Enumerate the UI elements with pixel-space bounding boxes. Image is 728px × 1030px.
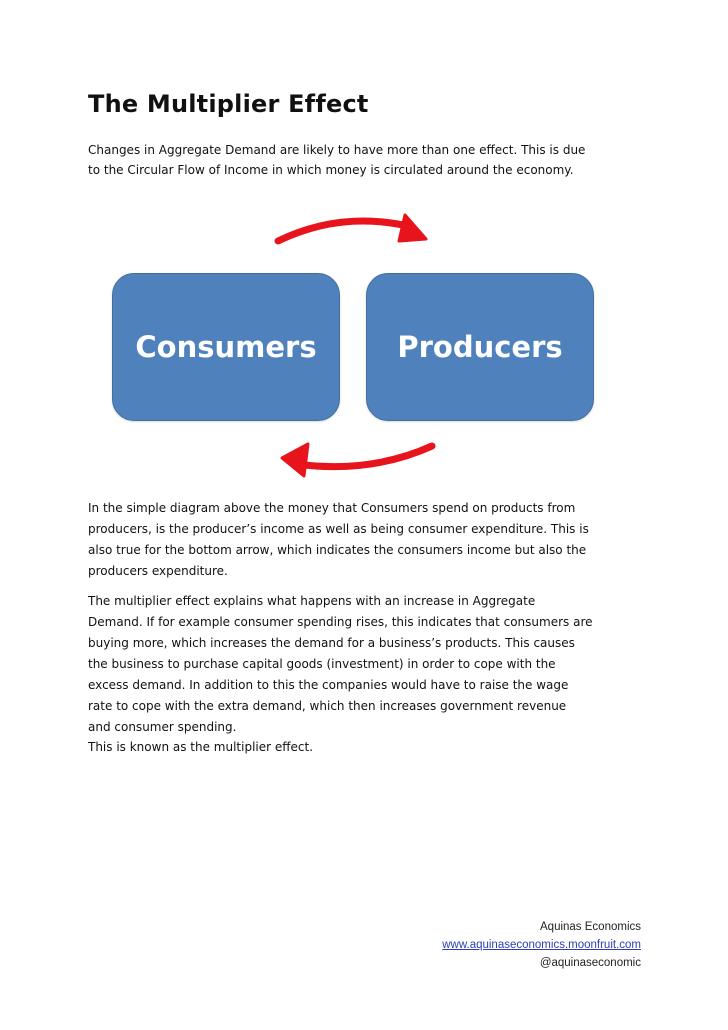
conclusion-paragraph <box>88 737 648 758</box>
consumers-box <box>112 273 340 421</box>
footer-website-link[interactable]: www.aquinaseconomics.moonfruit.com <box>442 939 641 951</box>
intro-paragraph <box>88 140 658 180</box>
paragraph-line: producers expenditure. <box>88 564 228 578</box>
page-title: The Multiplier Effect <box>88 90 369 118</box>
paragraph-line: excess demand. In addition to this the companies would have to raise the wage <box>88 678 569 692</box>
paragraph-line: This is known as the multiplier effect. <box>88 740 314 754</box>
top-arrow-curve <box>278 221 412 241</box>
bottom-arrow-curve <box>296 446 432 467</box>
footer <box>442 918 641 972</box>
top-flow-arrow <box>270 205 440 265</box>
explanation-paragraph-2 <box>88 591 648 738</box>
paragraph-line: rate to cope with the extra demand, which then increases government revenue <box>88 699 567 713</box>
intro-line: to the Circular Flow of Income in which money is circulated around the economy. <box>88 163 574 177</box>
paragraph-line: producers, is the producer’s income as well as being consumer expenditure. This is <box>88 522 589 536</box>
paragraph-line: and consumer spending. <box>88 720 237 734</box>
footer-handle: @aquinaseconomic <box>539 957 641 969</box>
paragraph-line: the business to purchase capital goods (investment) in order to cope with the <box>88 657 556 671</box>
explanation-paragraph-1 <box>88 498 648 582</box>
producers-label: Producers <box>397 330 563 364</box>
paragraph-line: buying more, which increases the demand for a business’s products. This causes <box>88 636 575 650</box>
paragraph-line: The multiplier effect explains what happens with an increase in Aggregate <box>88 594 536 608</box>
paragraph-line: Demand. If for example consumer spending rises, this indicates that consumers are <box>88 615 593 629</box>
consumers-label: Consumers <box>135 330 317 364</box>
bottom-arrow-head <box>282 444 308 476</box>
footer-org: Aquinas Economics <box>540 921 641 933</box>
paragraph-line: In the simple diagram above the money that Consumers spend on products from <box>88 501 576 515</box>
paragraph-line: also true for the bottom arrow, which indicates the consumers income but also the <box>88 543 587 557</box>
bottom-flow-arrow <box>270 430 440 490</box>
top-arrow-head <box>399 215 426 241</box>
producers-box <box>366 273 594 421</box>
intro-line: Changes in Aggregate Demand are likely to have more than one effect. This is due <box>88 143 586 157</box>
